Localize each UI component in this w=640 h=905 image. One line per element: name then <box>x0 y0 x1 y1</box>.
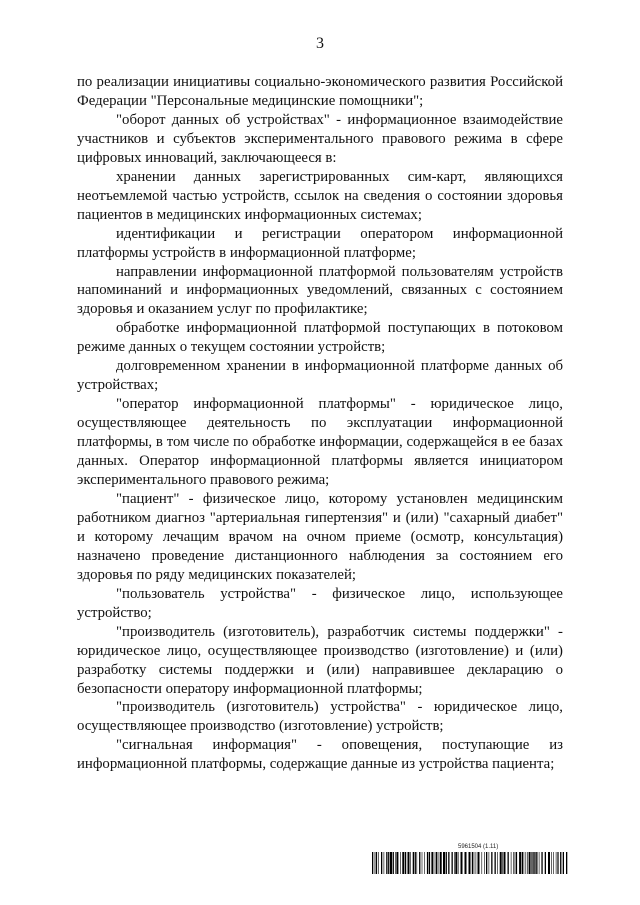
paragraph-3: хранении данных зарегистрированных сим-карт, являющихся неотъемлемой частью устройств, ссылок на сведения о состоянии здоровья пациентов в медицинских информационных системах; <box>77 168 563 223</box>
paragraph-7: долговременном хранении в информационной платформе данных об устройствах; <box>77 358 563 394</box>
paragraph-2: "оборот данных об устройствах" - информационное взаимодействие участников и субъектов экспериментального правового режима в сфере цифровых инноваций, заключающееся в: <box>77 111 563 166</box>
barcode-icon <box>372 852 568 874</box>
paragraph-12: "производитель (изготовитель) устройства" - юридическое лицо, осуществляющее производство (изготовление) устройств; <box>77 699 563 735</box>
paragraph-1: по реализации инициативы социально-экономического развития Российской Федерации "Персональные медицинские помощники"; <box>77 74 563 109</box>
page-number: 3 <box>316 35 324 52</box>
paragraph-5: направлении информационной платформой пользователям устройств напоминаний и информационных уведомлений, связанных с состоянием здоровья и оказанием услуг по профилактике; <box>77 263 563 318</box>
paragraph-9: "пациент" - физическое лицо, которому установлен медицинским работником диагноз "артериальная гипертензия" и (или) "сахарный диабет" и которому лечащим врачом на очном приеме (осмотр, консультация) назначено проведение дистанционного наблюдения за состоянием его здоровья по ряду медицинских показателей; <box>77 490 563 583</box>
paragraph-4: идентификации и регистрации оператором информационной платформы устройств в информационной платформе; <box>77 225 563 261</box>
document-body <box>77 73 563 774</box>
paragraph-10: "пользователь устройства" - физическое лицо, использующее устройство; <box>77 585 563 621</box>
paragraph-11: "производитель (изготовитель), разработчик системы поддержки" - юридическое лицо, осуществляющее производство (изготовление) и (или) разработку системы поддержки и (или) направившее декларацию о безопасности оператору информационной платформы; <box>77 623 563 697</box>
paragraph-13: "сигнальная информация" - оповещения, поступающие из информационной платформы, содержащие данные из устройства пациента; <box>77 737 563 773</box>
paragraph-8: "оператор информационной платформы" - юридическое лицо, осуществляющее деятельность по эксплуатации информационной платформы, в том числе по обработке информации, содержащейся в ее базах данных. Оператор информационной платформы является инициатором экспериментального правового режима; <box>77 396 563 489</box>
paragraph-6: обработке информационной платформой поступающих в потоковом режиме данных о текущем состоянии устройств; <box>77 320 563 356</box>
document-code: 5961504 (1.11) <box>458 844 499 850</box>
